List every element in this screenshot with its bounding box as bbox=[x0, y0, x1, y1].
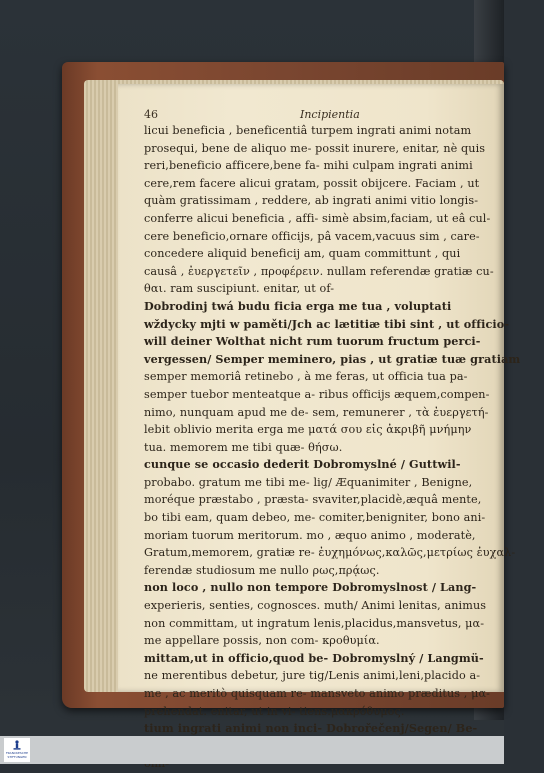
text-line: cunque se occasio dederit Dobromyslné / Guttwil- bbox=[144, 457, 461, 472]
text-line: vergessen/ Semper meminero, pias , ut gratiæ tuæ gratiam bbox=[144, 351, 521, 366]
viewer-footer-bar bbox=[0, 736, 504, 764]
library-logo-icon bbox=[4, 738, 30, 762]
page-number: 46 bbox=[144, 108, 158, 121]
text-line: experieris, senties, cognosces. muth/ Animi lenitas, animus bbox=[144, 599, 487, 613]
text-line: licui beneficia , beneficentiâ turpem ingrati animi notam bbox=[144, 124, 472, 137]
text-line: conferre alicui beneficia , affi- simè absim,faciam, ut eâ cul- bbox=[144, 211, 491, 225]
text-line: Gratum,memorem, gratiæ re- ἐυχημόνως,καλῶς,μετρίως ἐυχαλ- bbox=[144, 546, 516, 560]
text-line: tua. memorem me tibi quæ- θήσω. bbox=[144, 440, 343, 454]
text-line: prosequi, bene de aliquo me- possit inurere, enitar, nè quis bbox=[144, 141, 486, 155]
text-line: bo tibi eam, quam debeo, me- comiter,benigniter, bono ani- bbox=[144, 511, 486, 525]
text-line: tium ingrati animi non inci- Dobrořečenj/Segen/ Be- bbox=[144, 721, 478, 736]
text-line: concedere aliquid beneficij am, quam committunt , qui bbox=[144, 247, 461, 261]
text-line: quàm gratissimam , reddere, ab ingrati animi vitio longis- bbox=[144, 194, 479, 208]
text-line: θαι. ram suscipiunt. enitar, ut of- bbox=[144, 282, 335, 296]
text-line: non loco , nullo non tempore Dobromyslnost / Lang- bbox=[144, 580, 477, 595]
text-line: nimo, nunquam apud me de- sem, remunerer , τὰ ἐυεργετή- bbox=[144, 405, 489, 419]
text-line: cere,rem facere alicui gratam, possit obijcere. Faciam , ut bbox=[144, 176, 480, 190]
text-line: me , ac meritò quisquam re- mansveto animo præditus , μα- bbox=[144, 687, 491, 700]
text-line: moriam tuorum meritorum. mo , æquo animo , moderatè, bbox=[144, 528, 476, 542]
text-line: semper memoriâ retinebo , à me feras, ut officia tua pa- bbox=[144, 370, 468, 384]
page-text bbox=[144, 122, 544, 773]
text-line: Dobrodinj twá budu ficia erga me tua , voluptati bbox=[144, 298, 452, 313]
running-head: Incipientia bbox=[300, 108, 360, 121]
book-page bbox=[118, 84, 521, 736]
text-line: non committam, ut ingratum lenis,placidus,mansvetus, μα- bbox=[144, 616, 485, 630]
text-line: ne merentibus debetur, jure tig/Lenis animi,leni,placido a- bbox=[144, 669, 481, 683]
text-line: causâ , ἐυεργετεῖν , προφέρειν. nullam referendæ gratiæ cu- bbox=[144, 264, 494, 278]
text-line: probabo. gratum me tibi me- lig/ Æquanimiter , Benigne, bbox=[144, 475, 473, 489]
library-logo-text: FRANCKESCHE STIFTUNGEN bbox=[5, 751, 29, 759]
text-line: prehendat. enitar, ut in vi- tiens.μακρόθυμος. bbox=[144, 704, 405, 718]
text-line: semper tuebor menteatque a- ribus officijs æquem,compen- bbox=[144, 387, 490, 401]
text-line: mittam,ut in officio,quod be- Dobromyslný / Langmü- bbox=[144, 650, 484, 665]
text-line: reri,beneficio afficere,bene fa- mihi culpam ingrati animi bbox=[144, 159, 473, 173]
text-line: will deiner Wolthat nicht rum tuorum fructum perci- bbox=[144, 334, 481, 349]
text-line: ferendæ studiosum me nullo ρως,πρᾴως. bbox=[144, 563, 380, 577]
text-line: moréque præstabo , præsta- svaviter,placidè,æquâ mente, bbox=[144, 493, 482, 507]
text-line: lebit oblivio merita erga me ματά σου εἰς ἀκριβῆ μνήμην bbox=[144, 423, 472, 437]
library-logo-mark bbox=[12, 740, 22, 750]
text-line: wždycky mjti w paměti/Jch ac lætitiæ tibi sint , ut officio- bbox=[144, 316, 510, 331]
text-line: cere beneficio,ornare officijs, pâ vacem,vacuus sim , care- bbox=[144, 229, 480, 243]
text-line: me appellare possis, non com- κροθυμία. bbox=[144, 634, 380, 648]
